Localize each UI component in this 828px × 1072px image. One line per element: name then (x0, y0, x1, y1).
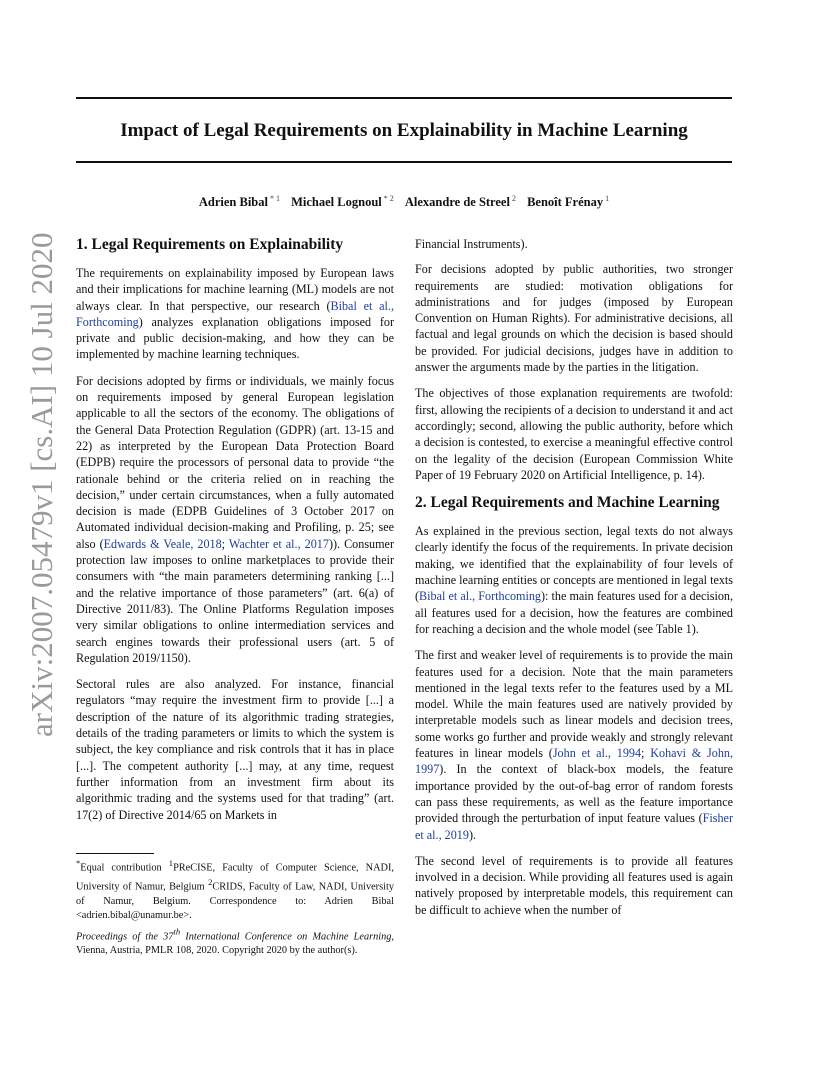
paragraph: For decisions adopted by public authorities, two stronger requirements are studied: motivation obligations for administrations and for judges (imposed by European Convention on Human Rights). For administrative decisions, all factual and legal grounds on which the decision is based should be provided. For judicial decisions, judges have in addition to answer the arguments made by the parties in the litigation. (415, 262, 733, 375)
citation-link[interactable]: Fisher et al., 2019 (415, 811, 733, 842)
citation-link[interactable]: John et al., 1994 (552, 746, 642, 761)
paragraph: The second level of requirements is to provide all features involved in a decision. While providing all features used is again natively proposed by interpretable models, this requirement can be difficult to achieve when the number of (415, 853, 733, 917)
paragraph: For decisions adopted by firms or individuals, we mainly focus on requirements imposed by general European legislation applicable to all the sectors of the economy. The obligations of the General Data Protection Regulation (GDPR) (art. 13-15 and 22) as interpreted by the European Data Protection Board (EDPB) require the processors of personal data to provide “the rationale behind or the criteria relied on in reaching the decision,” under certain circumstances, when a fully automated decision is made (EDPB Guidelines of 3 October 2017 on Automated individual decision-making and Profiling, p. 25; see also (Edwards & Veale, 2018; Wachter et al., 2017)). Consumer protection law imposes to online marketplaces to provide their consumers with “the main parameters determining ranking [...] and the relative importance of those parameters” (art. 6(a) of Directive 2011/83). The Online Platforms Regulation imposes very similar obligations to online intermediation services and search engines towards their professional users (art. 5 of Regulation 2019/1150). (76, 373, 394, 665)
citation-link[interactable]: Kohavi & John, 1997 (415, 746, 733, 777)
title-rule-top (76, 97, 732, 99)
proceedings-note: Proceedings of the 37th International Conference on Machine Learning, Vienna, Austria, PMLR 108, 2020. Copyright 2020 by the author(s). (76, 927, 394, 957)
author: Adrien Bibal $^{* 1}$ (198, 194, 280, 210)
citation-link[interactable]: Edwards & Veale, 2018 (103, 536, 222, 551)
section-heading: 1. Legal Requirements on Explainability (76, 236, 344, 253)
paragraph-continued: Financial Instruments). (415, 237, 528, 251)
right-column (415, 236, 733, 928)
citation-link[interactable]: Bibal et al., Forthcoming (76, 298, 394, 329)
citation-link[interactable]: Bibal et al., Forthcoming (419, 589, 541, 604)
paragraph: The objectives of those explanation requirements are twofold: first, allowing the recipients of a decision to understand it and act accordingly; second, allowing the public authority, before which a decision is contested, to exercise a meaningful effective control on the legality of the decision (European Commission White Paper of 19 February 2020 on Artificial Intelligence, p. 14). (415, 386, 733, 482)
author-list (76, 191, 732, 210)
paragraph: As explained in the previous section, legal texts do not always clearly identify the focus of the requirements. In private decision making, we identified that the explainability of four levels of machine learning entities or concepts are mentioned in legal texts (Bibal et al., Forthcoming): the main features used for a decision, all features used for a decision, how the features are combined for reaching a decision and the whole model (see Table 1). (415, 524, 733, 636)
left-column (76, 235, 394, 833)
footnote-separator (76, 853, 154, 854)
paragraph: Sectoral rules are also analyzed. For instance, financial regulators “may require the investment firm to provide [...] a description of the nature of its algorithmic trading strategies, details of the trading parameters or limits to which the system is subject, the key compliance and risk controls that it has in place [...]. The competent authority [...] may, at any time, request further information from an investment firm about its algorithmic trading and the systems used for that trading” (art. 17(2) of Directive 2014/65 on Markets in (76, 677, 394, 822)
author: Benoît Frénay $^1$ (527, 194, 610, 210)
arxiv-stamp: arXiv:2007.05479v1 [cs.AI] 10 Jul 2020 (24, 232, 59, 737)
paragraph: The first and weaker level of requirements is to provide the main features used for a decision. Note that the main parameters mentioned in the legal texts refer to the features used by a ML model. While the main features used are natively provided by interpretable models such as linear models and decision trees, some works go further and provide weakly and strongly relevant features in linear models (John et al., 1994; Kohavi & John, 1997). In the context of black-box models, the feature importance provided by the out-of-bag error of random forests can pass these requirements, as well as the feature importance provided through the perturbation of input feature values (Fisher et al., 2019). (415, 648, 733, 842)
section-heading: 2. Legal Requirements and Machine Learning (415, 494, 720, 512)
footnote: *Equal contribution $^1$PReCISE, Faculty of Computer Science, NADI, University of Namur, Belgium $^2$CRIDS, Faculty of Law, NADI, University of Namur, Belgium. Correspondence to: Adrien Bibal <adrien.bibal@unamur.be>. (76, 858, 394, 921)
citation-link[interactable]: Wachter et al., 2017 (228, 536, 329, 551)
author: Alexandre de Streel $^2$ (404, 194, 516, 210)
title-rule-bottom (76, 161, 732, 163)
paper-title: Impact of Legal Requirements on Explainability in Machine Learning (120, 120, 688, 141)
author: Michael Lognoul $^{* 2}$ (291, 194, 394, 210)
paragraph: The requirements on explainability imposed by European laws and their implications for machine learning (ML) models are not always clear. In that perspective, our research (Bibal et al., Forthcoming) analyzes explanation obligations imposed for private and public decision-making, and how they can be implemented by machine learning techniques. (76, 266, 394, 362)
